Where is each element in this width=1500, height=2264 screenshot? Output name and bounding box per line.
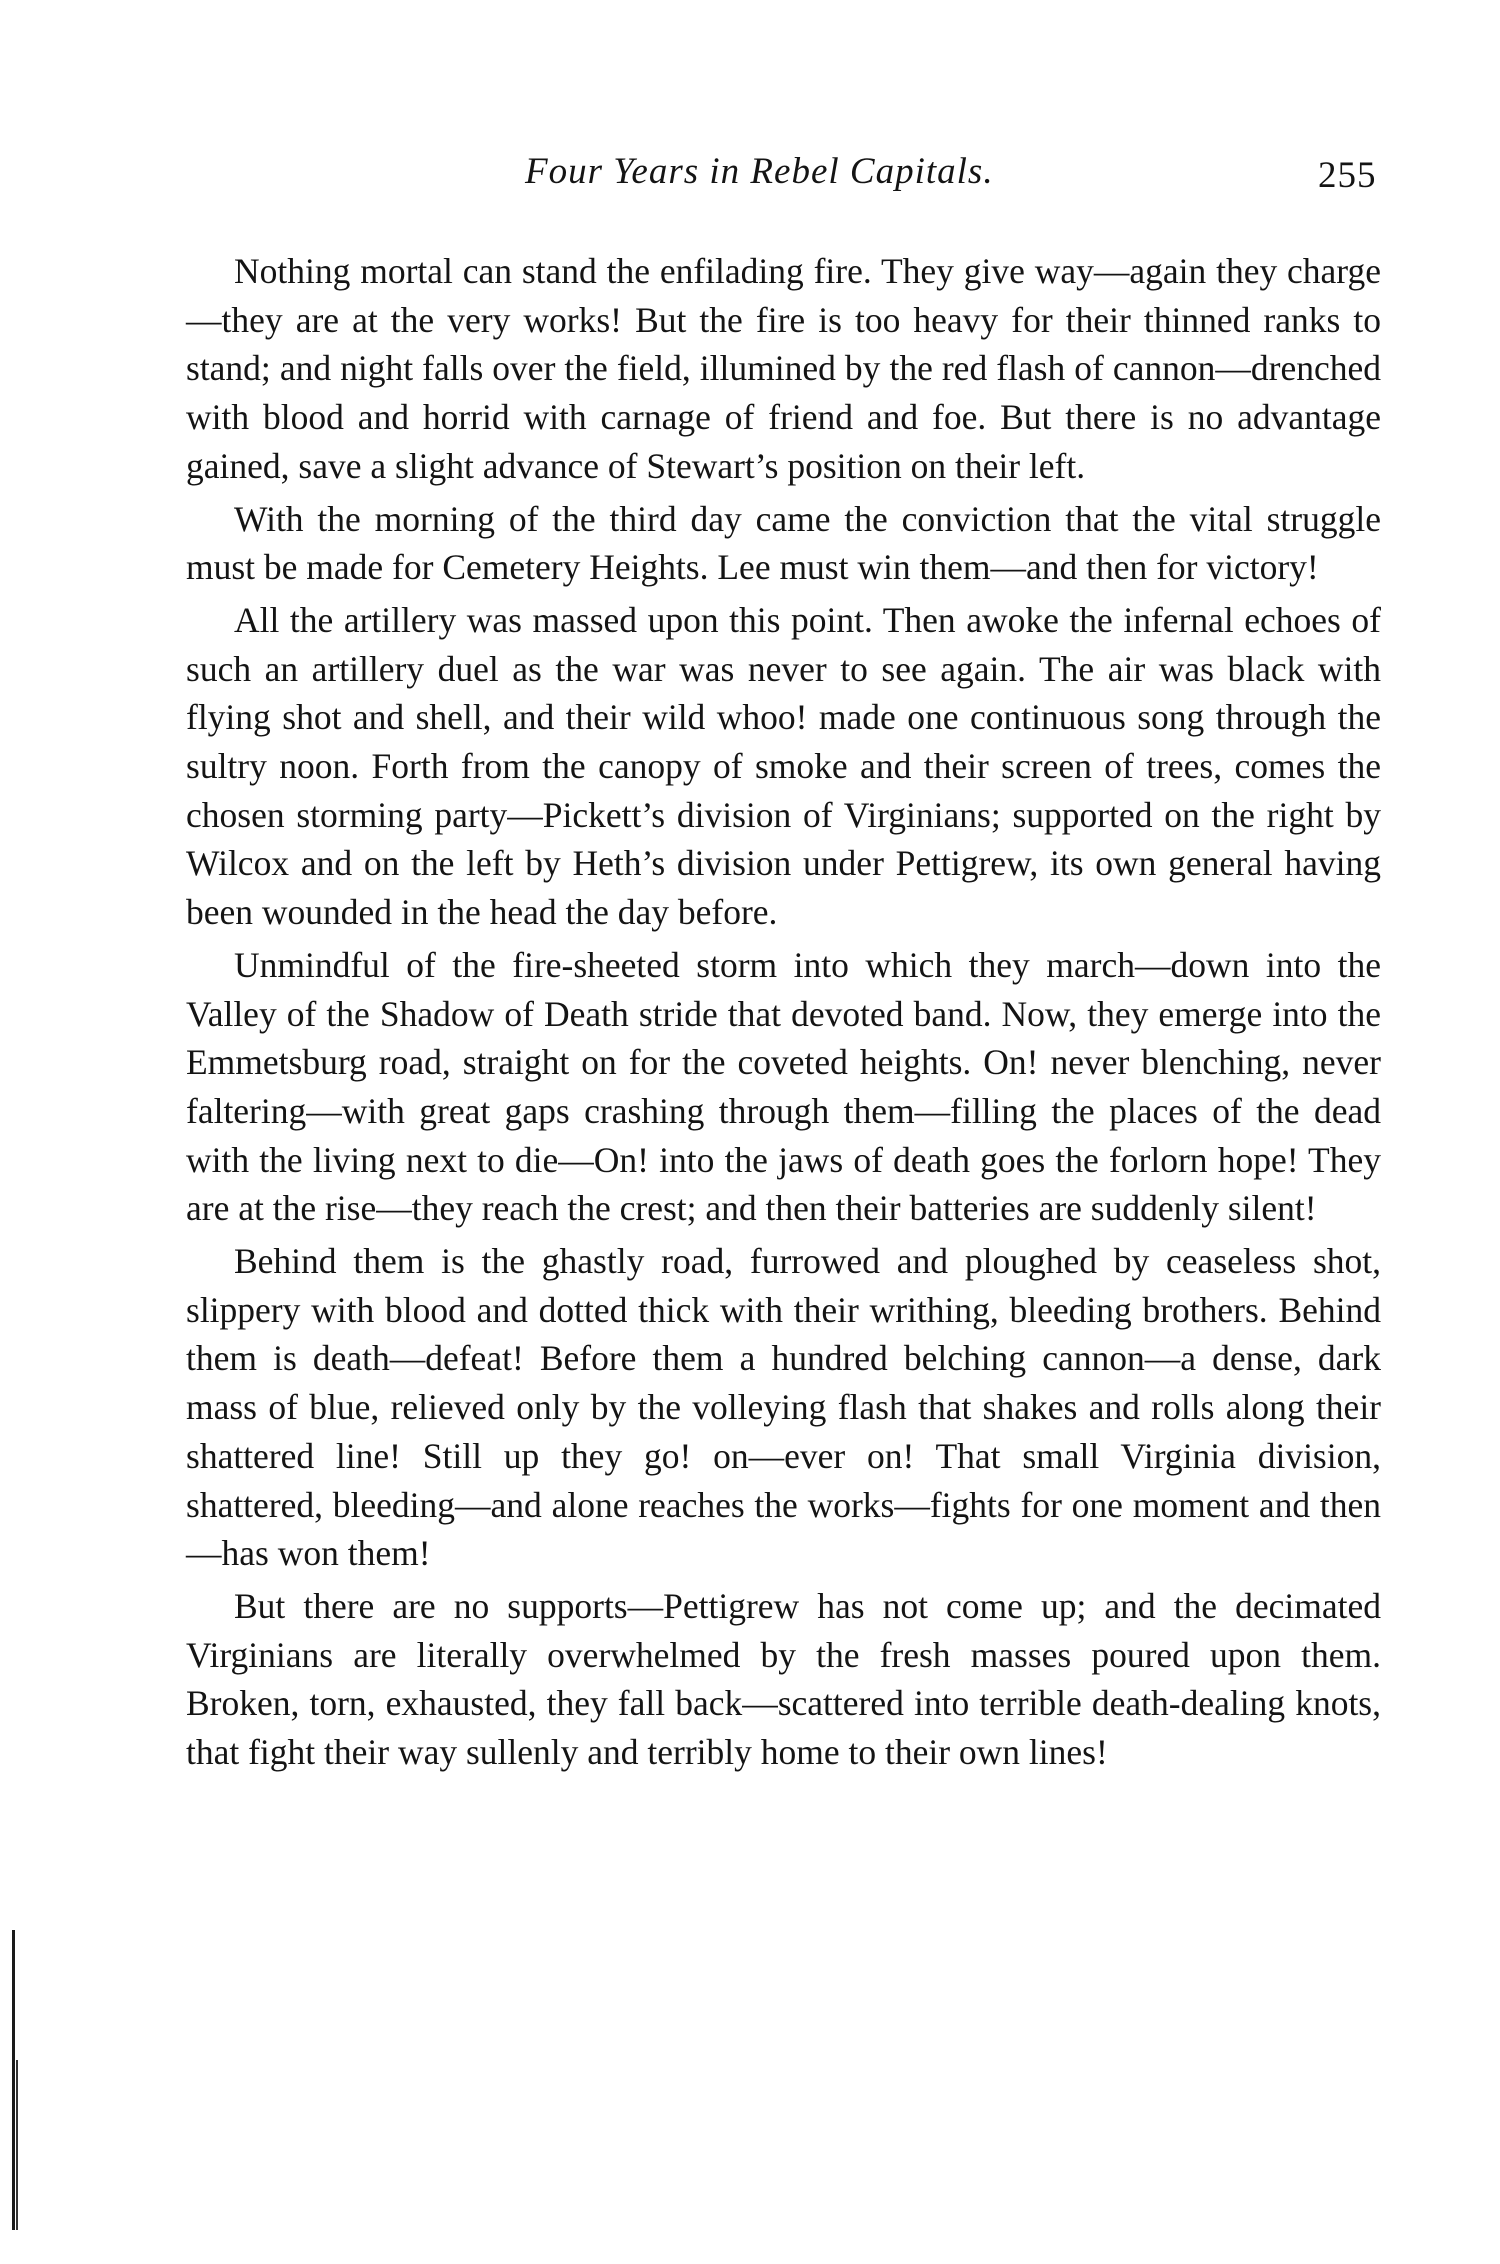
paragraph: All the artillery was massed upon this point. Then awoke the infernal echoes of such an artillery duel as the war was never to see again. The air was black with flying shot and shell, and their wild whoo! made one continuous song through the sultry noon. Forth from the canopy of smoke and their screen of trees, comes the chosen storming party—Pickett’s division of Virginians; supported on the right by Wilcox and on the left by Heth’s division under Pettigrew, its own general having been wounded in the head the day before.: [186, 599, 1381, 933]
body-text: [186, 247, 1381, 1781]
running-title: Four Years in Rebel Capitals.: [525, 151, 994, 192]
paragraph: Nothing mortal can stand the enfilading fire. They give way—again they charge—they are at the very works! But the fire is too heavy for their thinned ranks to stand; and night falls over the field, illumined by the red flash of cannon—drenched with blood and horrid with carnage of friend and foe. But there is no advantage gained, save a slight advance of Stewart’s position on their left.: [186, 251, 1381, 486]
paragraph: Behind them is the ghastly road, furrowed and ploughed by ceaseless shot, slippery with blood and dotted thick with their writhing, bleeding brothers. Behind them is death—defeat! Before them a hundred belching cannon—a dense, dark mass of blue, relieved only by the volleying flash that shakes and rolls along their shattered line! Still up they go! on—ever on! That small Virginia division, shattered, bleeding—and alone reaches the works—fights for one moment and then—has won them!: [186, 1241, 1381, 1574]
paragraph: Unmindful of the fire-sheeted storm into which they march—down into the Valley of the Shadow of Death stride that devoted band. Now, they emerge into the Emmetsburg road, straight on for the coveted heights. On! never blenching, never faltering—with great gaps crashing through them—filling the places of the dead with the living next to die—On! into the jaws of death goes the forlorn hope! They are at the rise—they reach the crest; and then their batteries are suddenly silent!: [186, 944, 1381, 1229]
page-number: 255: [1318, 155, 1377, 196]
paragraph: But there are no supports—Pettigrew has not come up; and the decimated Virginians are literally overwhelmed by the fresh masses poured upon them. Broken, torn, exhausted, they fall back—scattered into terrible death-dealing knots, that fight their way sullenly and terribly home to their own lines!: [186, 1585, 1381, 1773]
running-head: [0, 150, 1500, 210]
scan-edge-mark: [12, 1930, 15, 2230]
paragraph: With the morning of the third day came the conviction that the vital struggle must be made for Cemetery Heights. Lee must win them—and then for victory!: [186, 498, 1381, 588]
scan-edge-mark: [16, 2060, 18, 2230]
